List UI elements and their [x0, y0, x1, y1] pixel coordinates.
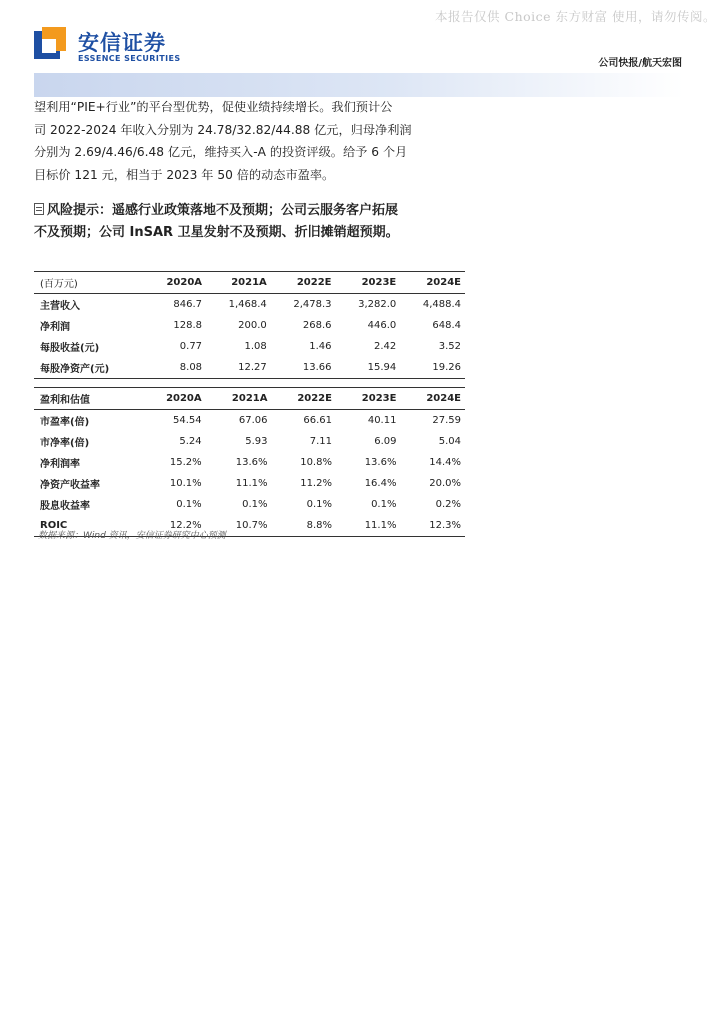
- risk-text: 风险提示：遥感行业政策落地不及预期；公司云服务客户拓展: [47, 203, 399, 218]
- risk-line: [34, 200, 466, 222]
- table-row: [34, 357, 465, 379]
- table-cell: 1.46: [309, 341, 332, 352]
- risk-warning: [34, 200, 466, 244]
- row-label: 净利润率: [40, 459, 80, 470]
- valuation-table: [34, 387, 465, 537]
- brand-name-cn: 安信证券: [78, 31, 166, 55]
- paragraph-line: 分别为 2.69/4.46/6.48 亿元，维持买入-A 的投资评级。给予 6 个月: [34, 145, 408, 159]
- table-cell: 66.61: [303, 415, 332, 426]
- table-cell: 648.4: [432, 320, 461, 331]
- table-header-cell: 盈利和估值: [40, 395, 90, 406]
- table-cell: 13.6%: [235, 457, 268, 468]
- table-row: [34, 315, 465, 336]
- table-cell: 200.0: [238, 320, 267, 331]
- table-cell: 0.1%: [371, 499, 397, 510]
- row-label: 市盈率(倍): [40, 417, 90, 428]
- table-cell: 6.09: [374, 436, 397, 447]
- table-cell: 54.54: [173, 415, 202, 426]
- table-cell: 2,478.3: [293, 299, 332, 310]
- table-cell: 0.1%: [306, 499, 332, 510]
- row-label: 净资产收益率: [40, 480, 100, 491]
- paragraph-line: 望利用“PIE+行业”的平台型优势，促使业绩持续增长。我们预计公: [34, 100, 393, 114]
- data-source-note: 数据来源：Wind 资讯，安信证券研究中心预测: [38, 531, 226, 541]
- row-label: ROIC: [40, 520, 68, 531]
- table-cell: 2.42: [373, 341, 397, 352]
- list-icon: [34, 203, 44, 215]
- table-cell: 15.2%: [169, 457, 202, 468]
- table-header-cell: 2020A: [166, 277, 203, 288]
- table-cell: 7.11: [309, 436, 332, 447]
- table-cell: 12.3%: [429, 520, 461, 531]
- table-cell: 10.8%: [300, 457, 332, 468]
- table-cell: 0.1%: [176, 499, 202, 510]
- table-header-cell: 2023E: [361, 277, 397, 288]
- table-cell: 16.4%: [364, 478, 397, 489]
- risk-line: 不及预期；公司 InSAR 卫星发射不及预期、折旧摊销超预期。: [34, 225, 399, 240]
- table-row: [34, 336, 465, 357]
- table-row: [34, 452, 465, 473]
- table-header-cell: 2024E: [426, 393, 461, 404]
- table-cell: 8.08: [179, 362, 203, 373]
- header-banner: [34, 73, 684, 97]
- row-label: 每股收益(元): [40, 343, 100, 354]
- table-cell: 12.27: [238, 362, 267, 373]
- table-cell: 3.52: [438, 341, 461, 352]
- table-header-row: [34, 272, 465, 294]
- table-cell: 8.8%: [306, 520, 332, 531]
- table-cell: 14.4%: [429, 457, 461, 468]
- paragraph-line: 目标价 121 元，相当于 2023 年 50 倍的动态市盈率。: [34, 167, 335, 182]
- table-header-cell: 2021A: [231, 277, 267, 288]
- table-cell: 11.1%: [364, 520, 397, 531]
- table-header-cell: 2023E: [361, 393, 397, 404]
- table-cell: 27.59: [432, 415, 461, 426]
- row-label: 股息收益率: [40, 501, 90, 512]
- paragraph-line: 司 2022-2024 年收入分别为 24.78/32.82/44.88 亿元，归母净利润: [34, 122, 412, 137]
- table-cell: 15.94: [367, 362, 397, 373]
- table-cell: 846.7: [173, 299, 203, 310]
- row-label: 市净率(倍): [40, 438, 90, 449]
- table-row: [34, 294, 465, 316]
- table-cell: 5.24: [179, 436, 202, 447]
- table-cell: 5.04: [438, 436, 461, 447]
- financial-summary-table: [34, 271, 465, 379]
- table-cell: 19.26: [432, 362, 461, 373]
- table-cell: 128.8: [173, 320, 203, 331]
- table-row: [34, 410, 465, 432]
- table-cell: 11.1%: [235, 478, 268, 489]
- table-cell: 1,468.4: [228, 299, 267, 310]
- table-cell: 4,488.4: [422, 299, 461, 310]
- table-header-cell: 2020A: [166, 393, 202, 404]
- table-cell: 268.6: [302, 320, 332, 331]
- table-header-cell: 2021A: [231, 393, 268, 404]
- table-cell: 3,282.0: [358, 299, 397, 310]
- table-header-cell: (百万元): [40, 279, 78, 290]
- table-cell: 67.06: [238, 415, 268, 426]
- brand-name-en: ESSENCE SECURITIES: [78, 54, 181, 63]
- watermark: 本报告仅供 Choice 东方财富 使用，请勿传阅。: [435, 9, 716, 24]
- table-cell: 10.7%: [235, 520, 268, 531]
- summary-paragraph: [34, 96, 466, 186]
- table-cell: 11.2%: [300, 478, 332, 489]
- table-cell: 0.2%: [435, 499, 461, 510]
- logo-mark-icon: [34, 27, 66, 61]
- table-cell: 13.66: [302, 362, 332, 373]
- table-cell: 5.93: [245, 436, 268, 447]
- table-cell: 0.77: [179, 341, 203, 352]
- table-cell: 20.0%: [429, 478, 461, 489]
- table-cell: 0.1%: [242, 499, 268, 510]
- table-row: [34, 473, 465, 494]
- table-cell: 1.08: [244, 341, 267, 352]
- table-header-cell: 2022E: [296, 277, 332, 288]
- table-row: [34, 431, 465, 452]
- table-header-row: [34, 388, 465, 410]
- table-cell: 12.2%: [169, 520, 202, 531]
- table-cell: 40.11: [367, 415, 397, 426]
- table-cell: 446.0: [367, 320, 397, 331]
- table-cell: 10.1%: [169, 478, 202, 489]
- row-label: 每股净资产(元): [40, 364, 110, 375]
- table-row: [34, 494, 465, 515]
- row-label: 主营收入: [40, 301, 80, 312]
- row-label: 净利润: [40, 322, 70, 333]
- table-header-cell: 2024E: [426, 277, 461, 288]
- header-tag: 公司快报/航天宏图: [598, 58, 682, 69]
- table-cell: 13.6%: [364, 457, 397, 468]
- table-header-cell: 2022E: [297, 393, 332, 404]
